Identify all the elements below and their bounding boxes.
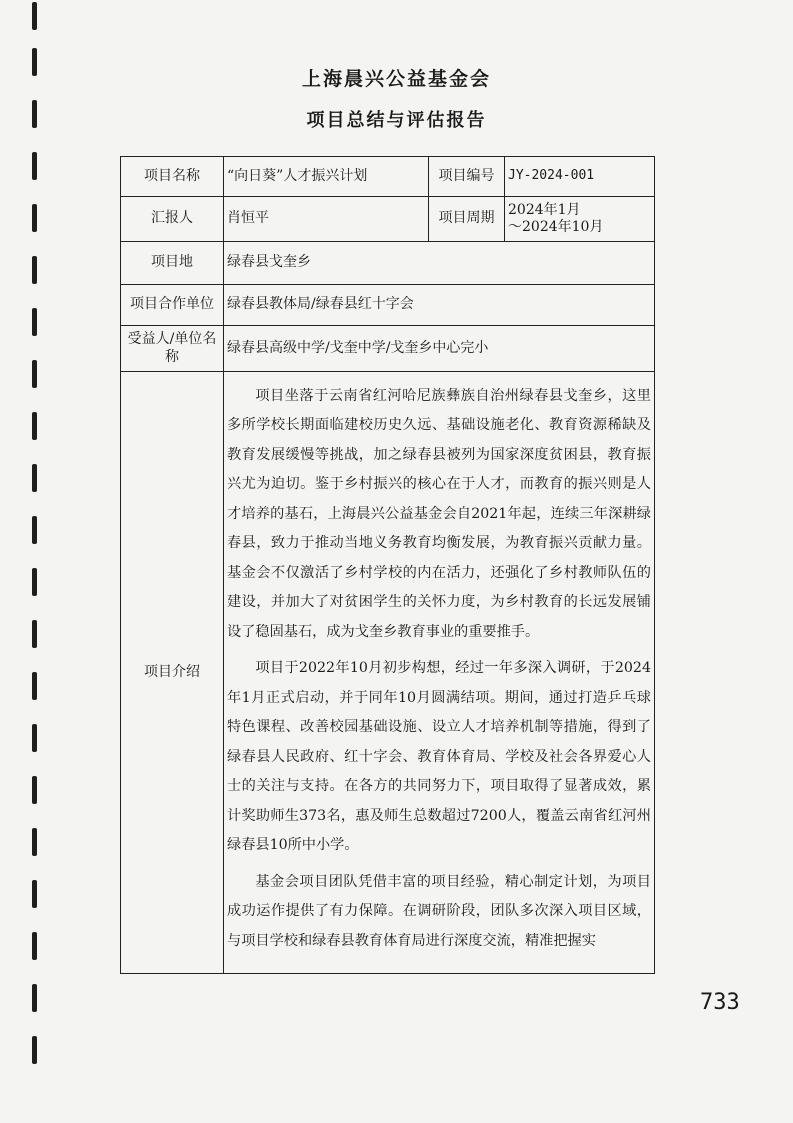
intro-label: 项目介绍	[121, 372, 224, 974]
table-row	[121, 157, 655, 197]
period-value	[505, 197, 655, 242]
intro-paragraph: 项目于2022年10月初步构想，经过一年多深入调研，于2024年1月正式启动，并于同年10月圆满结项。期间，通过打造乒乓球特色课程、改善校园基础设施、设立人才培养机制等措施，得到了绿春县人民政府、红十字会、教育体育局、学校及社会各界爱心人士的关注与支持。在各方的共同努力下，项目取得了显著成效，累计奖助师生373名，惠及师生总数超过7200人，覆盖云南省红河州绿春县10所中小学。	[227, 660, 651, 854]
beneficiary-label-line1: 受益人/单位名	[127, 331, 217, 347]
binder-mark	[32, 256, 37, 284]
binder-holes	[26, 0, 46, 1123]
organization-title: 上海晨兴公益基金会	[301, 68, 491, 90]
beneficiary-label-line2: 称	[165, 348, 179, 365]
location-value: 绿春县戈奎乡	[224, 242, 655, 285]
period-start: 2024年1月	[508, 201, 581, 218]
binder-mark	[32, 204, 37, 232]
location-label: 项目地	[121, 242, 224, 285]
intro-content	[224, 372, 655, 974]
binder-mark	[32, 984, 37, 1012]
intro-paragraph: 项目坐落于云南省红河哈尼族彝族自治州绿春县戈奎乡，这里多所学校长期面临建校历史久远、基础设施老化、教育资源稀缺及教育发展缓慢等挑战，加之绿春县被列为国家深度贫困县，教育振兴尤为迫切。鉴于乡村振兴的核心在于人才，而教育的振兴则是人才培养的基石，上海晨兴公益基金会自2021年起，连续三年深耕绿春县，致力于推动当地义务教育均衡发展，为教育振兴贡献力量。基金会不仅激活了乡村学校的内在活力，还强化了乡村教师队伍的建设，并加大了对贫困学生的关怀力度，为乡村教育的长远发展铺设了稳固基石，成为戈奎乡教育事业的重要推手。	[227, 387, 651, 640]
binder-mark	[32, 2, 37, 30]
binder-mark	[32, 776, 37, 804]
project-name-value: “向日葵”人才振兴计划	[224, 157, 429, 197]
project-no-value: JY-2024-001	[505, 157, 655, 197]
binder-mark	[32, 672, 37, 700]
binder-mark	[32, 464, 37, 492]
project-name-label: 项目名称	[121, 157, 224, 197]
period-end: ～2024年10月	[508, 219, 604, 235]
binder-mark	[32, 724, 37, 752]
binder-mark	[32, 1036, 37, 1064]
binder-mark	[32, 568, 37, 596]
reporter-value: 肖恒平	[224, 197, 429, 242]
page-number: 733	[700, 990, 740, 1015]
table-row	[121, 242, 655, 285]
binder-mark	[32, 516, 37, 544]
partner-label: 项目合作单位	[121, 285, 224, 326]
project-no-label: 项目编号	[429, 157, 505, 197]
table-row	[121, 372, 655, 974]
intro-paragraph: 基金会项目团队凭借丰富的项目经验，精心制定计划，为项目成功运作提供了有力保障。在调研阶段，团队多次深入项目区域，与项目学校和绿春县教育体育局进行深度交流，精准把握实	[227, 873, 651, 949]
reporter-label: 汇报人	[121, 197, 224, 242]
binder-mark	[32, 932, 37, 960]
binder-mark	[32, 880, 37, 908]
report-title: 项目总结与评估报告	[306, 110, 487, 131]
table-row	[121, 326, 655, 372]
binder-mark	[32, 828, 37, 856]
report-table	[120, 156, 655, 974]
partner-value: 绿春县教体局/绿春县红十字会	[224, 285, 655, 326]
table-row	[121, 197, 655, 242]
binder-mark	[32, 308, 37, 336]
binder-mark	[32, 152, 37, 180]
binder-mark	[32, 620, 37, 648]
binder-mark	[32, 360, 37, 388]
period-label: 项目周期	[429, 197, 505, 242]
table-row	[121, 285, 655, 326]
beneficiary-value: 绿春县高级中学/戈奎中学/戈奎乡中心完小	[224, 326, 655, 372]
binder-mark	[32, 412, 37, 440]
beneficiary-label	[121, 326, 224, 372]
